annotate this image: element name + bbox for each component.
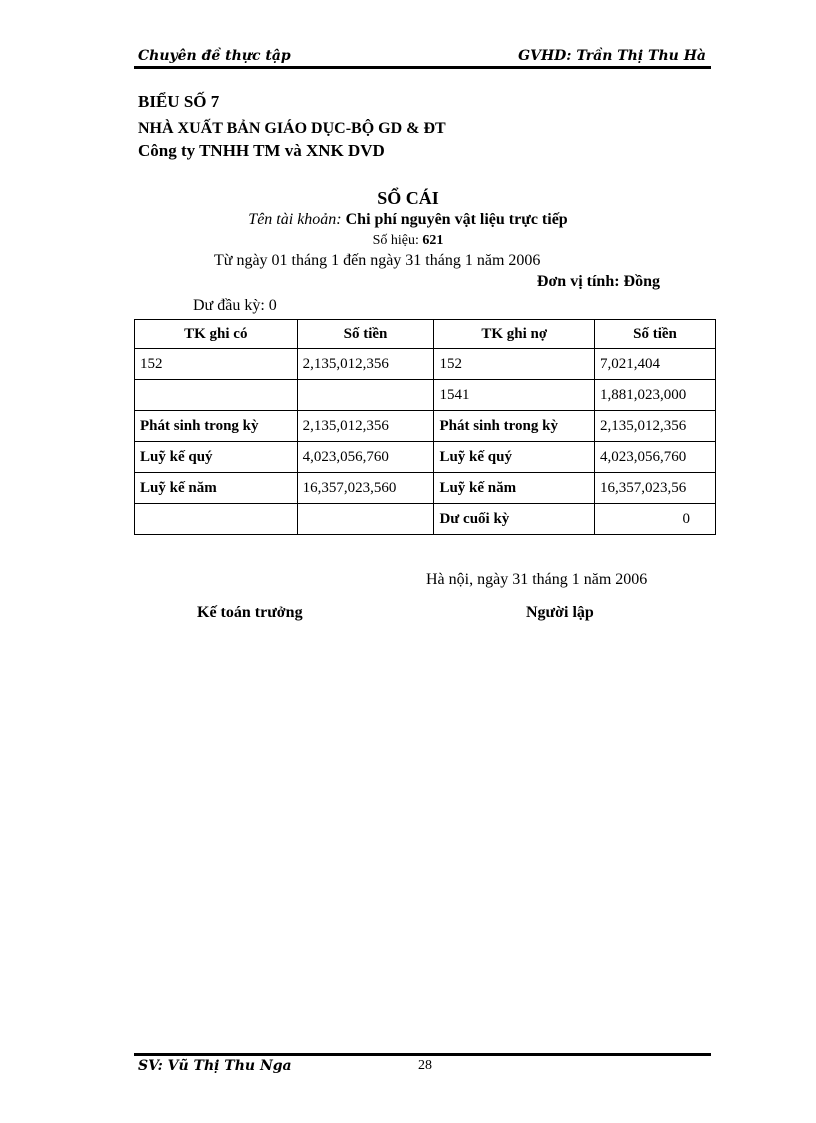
table-cell: 4,023,056,760	[297, 442, 434, 473]
table-cell: 152	[434, 349, 595, 380]
signature-preparer: Người lập	[526, 604, 594, 621]
table-row	[135, 380, 716, 411]
account-code-value: 621	[422, 233, 444, 248]
table-cell: Phát sinh trong kỳ	[434, 411, 595, 442]
table-cell: 152	[135, 349, 298, 380]
ledger-table	[134, 319, 716, 535]
header-course-label: Chuyên đề thực tập	[138, 48, 291, 64]
signature-chief-accountant: Kế toán trưởng	[197, 604, 303, 621]
form-number: BIỂU SỐ 7	[138, 92, 220, 111]
col-header-debit-account: TK ghi nợ	[434, 320, 595, 349]
header-divider	[134, 66, 711, 69]
table-cell: 2,135,012,356	[297, 349, 434, 380]
account-label: Tên tài khoản:	[248, 211, 342, 228]
table-cell: 16,357,023,56	[595, 473, 716, 504]
table-cell: Luỹ kế năm	[135, 473, 298, 504]
company-name: Công ty TNHH TM và XNK DVD	[138, 141, 385, 160]
account-line	[0, 211, 816, 229]
place-date: Hà nội, ngày 31 tháng 1 năm 2006	[426, 571, 648, 588]
footer-divider	[134, 1053, 711, 1056]
table-cell	[297, 504, 434, 535]
table-row	[135, 411, 716, 442]
table-row	[135, 442, 716, 473]
table-row	[135, 349, 716, 380]
period: Từ ngày 01 tháng 1 đến ngày 31 tháng 1 năm 2006	[214, 252, 541, 269]
table-cell: 1541	[434, 380, 595, 411]
table-cell: 2,135,012,356	[595, 411, 716, 442]
table-header-row	[135, 320, 716, 349]
currency-unit: Đơn vị tính: Đồng	[536, 273, 660, 290]
page-number: 28	[418, 1058, 432, 1073]
table-cell	[297, 380, 434, 411]
table-cell: 16,357,023,560	[297, 473, 434, 504]
footer-student: SV: Vũ Thị Thu Nga	[138, 1058, 292, 1074]
account-name: Chi phí nguyên vật liệu trực tiếp	[345, 211, 568, 228]
header-supervisor: GVHD: Trần Thị Thu Hà	[518, 48, 706, 64]
table-cell: Luỹ kế quý	[434, 442, 595, 473]
table-cell: 1,881,023,000	[595, 380, 716, 411]
table-cell	[135, 504, 298, 535]
table-cell: Phát sinh trong kỳ	[135, 411, 298, 442]
table-row	[135, 504, 716, 535]
table-cell: 0	[595, 504, 716, 535]
account-code-line	[0, 233, 816, 249]
publisher-name: NHÀ XUẤT BẢN GIÁO DỤC-BỘ GD & ĐT	[138, 120, 446, 137]
col-header-credit-account: TK ghi có	[135, 320, 298, 349]
table-cell	[135, 380, 298, 411]
col-header-credit-amount: Số tiền	[297, 320, 434, 349]
col-header-debit-amount: Số tiền	[595, 320, 716, 349]
account-code-label: Số hiệu:	[372, 233, 419, 248]
table-row	[135, 473, 716, 504]
ledger-title: SỔ CÁI	[377, 188, 439, 208]
opening-balance: Dư đầu kỳ: 0	[193, 297, 277, 314]
table-cell: Luỹ kế năm	[434, 473, 595, 504]
table-cell: 2,135,012,356	[297, 411, 434, 442]
table-cell: 7,021,404	[595, 349, 716, 380]
table-cell: Luỹ kế quý	[135, 442, 298, 473]
table-cell: Dư cuối kỳ	[434, 504, 595, 535]
table-cell: 4,023,056,760	[595, 442, 716, 473]
